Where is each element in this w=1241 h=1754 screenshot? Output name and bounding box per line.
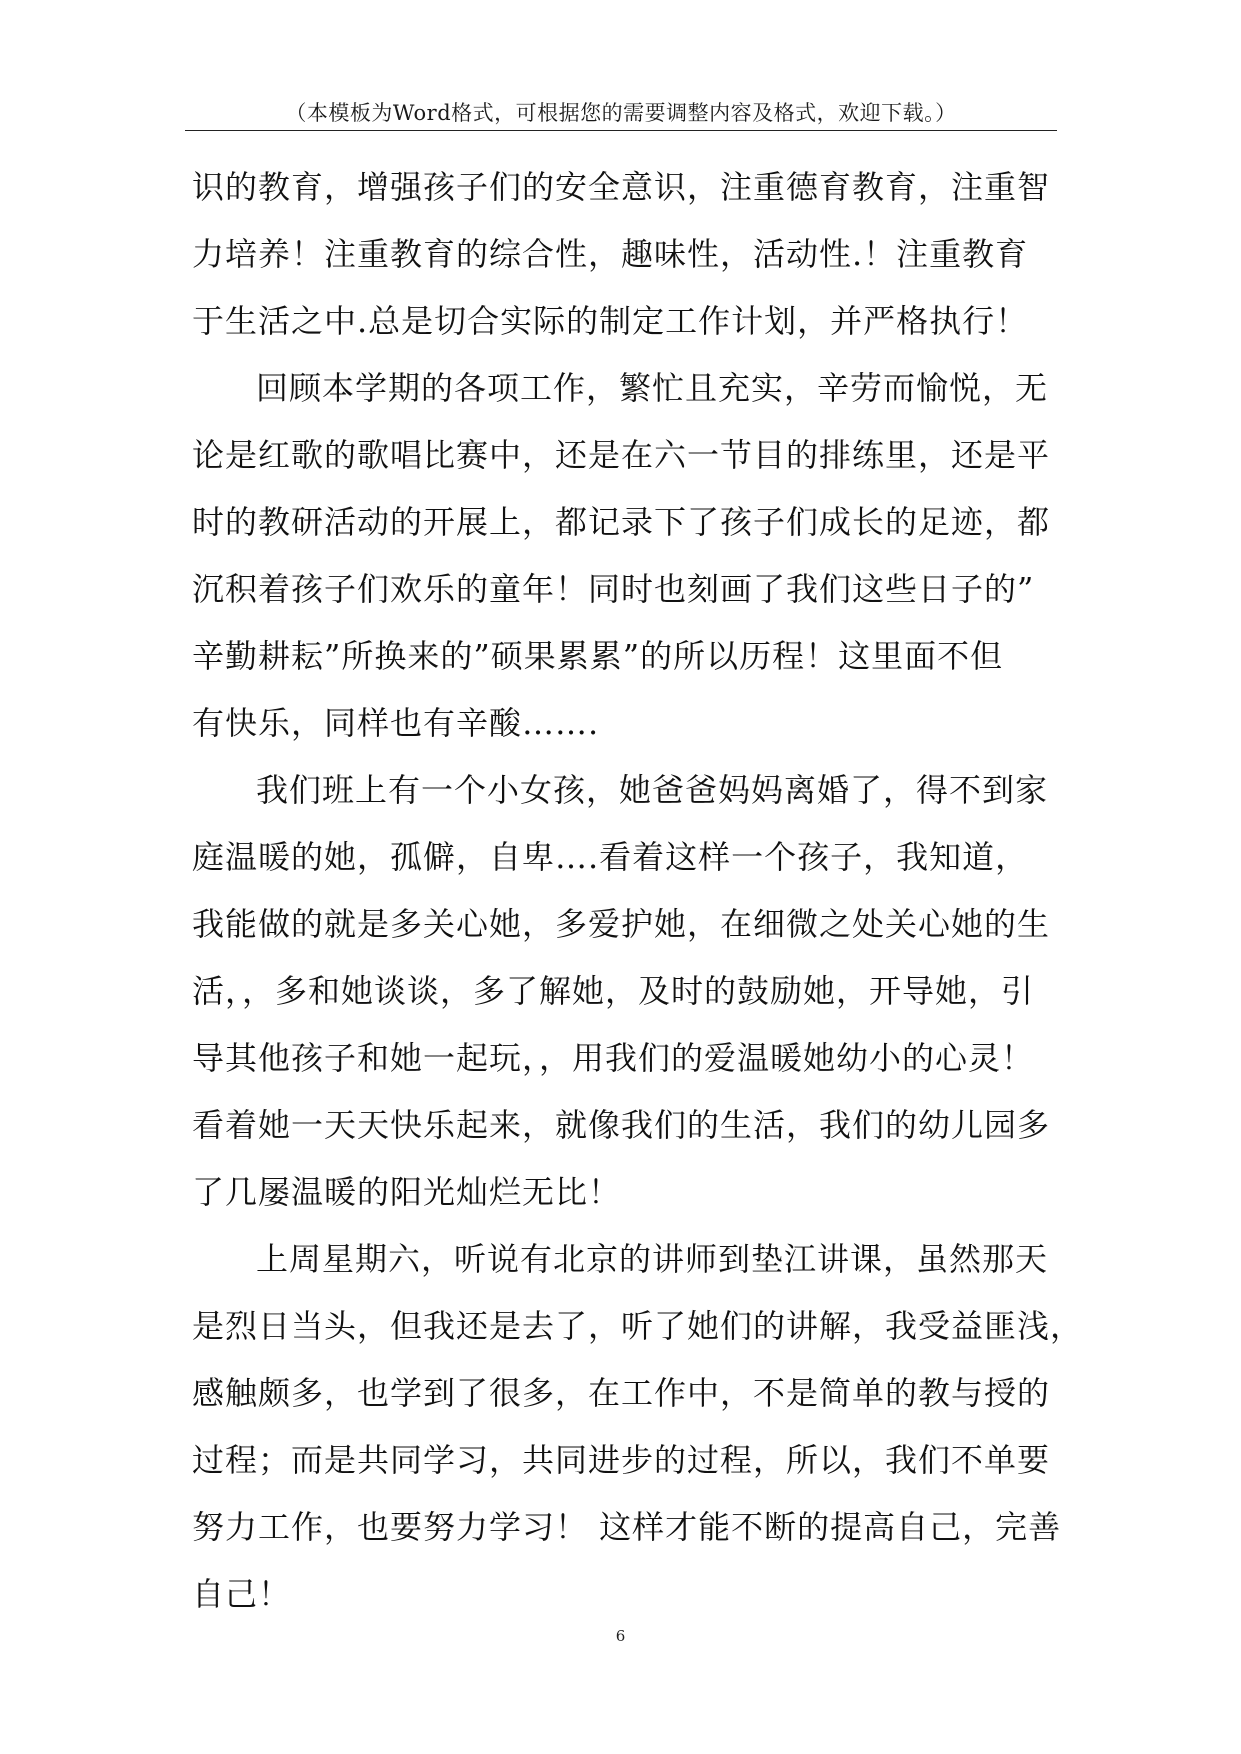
text-line: 感触颇多，也学到了很多，在工作中，不是简单的教与授的 [192, 1374, 1051, 1412]
text-line: 了几屡温暖的阳光灿烂无比！ [192, 1173, 622, 1211]
text-line: 活，，多和她谈谈，多了解她，及时的鼓励她，开导她，引 [192, 972, 1035, 1010]
body-text [192, 154, 1084, 1628]
text-line: 过程；而是共同学习，共同进步的过程，所以，我们不单要 [192, 1441, 1051, 1479]
text-line: 于生活之中.总是切合实际的制定工作计划，并严格执行！ [192, 302, 1029, 340]
text-line: 庭温暖的她，孤僻，自卑….看着这样一个孩子，我知道， [192, 838, 1029, 876]
text-line: 导其他孩子和她一起玩，，用我们的爱温暖她幼小的心灵！ [192, 1039, 1035, 1077]
text-line: 我能做的就是多关心她，多爱护她，在细微之处关心她的生 [192, 905, 1051, 943]
text-line: 沉积着孩子们欢乐的童年！同时也刻画了我们这些日子的” [192, 570, 1035, 608]
text-line: 力培养！注重教育的综合性，趣味性，活动性.！注重教育 [192, 235, 1029, 273]
text-line: 有快乐，同样也有辛酸……. [192, 704, 600, 742]
text-line: 看着她一天天快乐起来，就像我们的生活，我们的幼儿园多 [192, 1106, 1051, 1144]
page-header: （本模板为Word格式，可根据您的需要调整内容及格式，欢迎下载。） [285, 101, 957, 125]
paragraph-first-line: 我们班上有一个小女孩，她爸爸妈妈离婚了，得不到家 [256, 771, 1049, 809]
text-line: 识的教育，增强孩子们的安全意识，注重德育教育，注重智 [192, 168, 1051, 206]
header-divider [185, 130, 1057, 131]
text-line: 努力工作，也要努力学习！ 这样才能不断的提高自己，完善 [192, 1508, 1062, 1546]
text-line: 时的教研活动的开展上，都记录下了孩子们成长的足迹，都 [192, 503, 1051, 541]
text-line: 论是红歌的歌唱比赛中，还是在六一节目的排练里，还是平 [192, 436, 1051, 474]
text-line: 辛勤耕耘”所换来的”硕果累累”的所以历程！这里面不但 [192, 637, 1004, 675]
text-line: 是烈日当头，但我还是去了，听了她们的讲解，我受益匪浅， [192, 1307, 1084, 1345]
paragraph-first-line: 上周星期六，听说有北京的讲师到垫江讲课，虽然那天 [256, 1240, 1049, 1278]
text-line: 自己！ [192, 1575, 292, 1613]
paragraph-first-line: 回顾本学期的各项工作，繁忙且充实，辛劳而愉悦，无 [256, 369, 1049, 407]
page-number: 6 [615, 1627, 626, 1645]
